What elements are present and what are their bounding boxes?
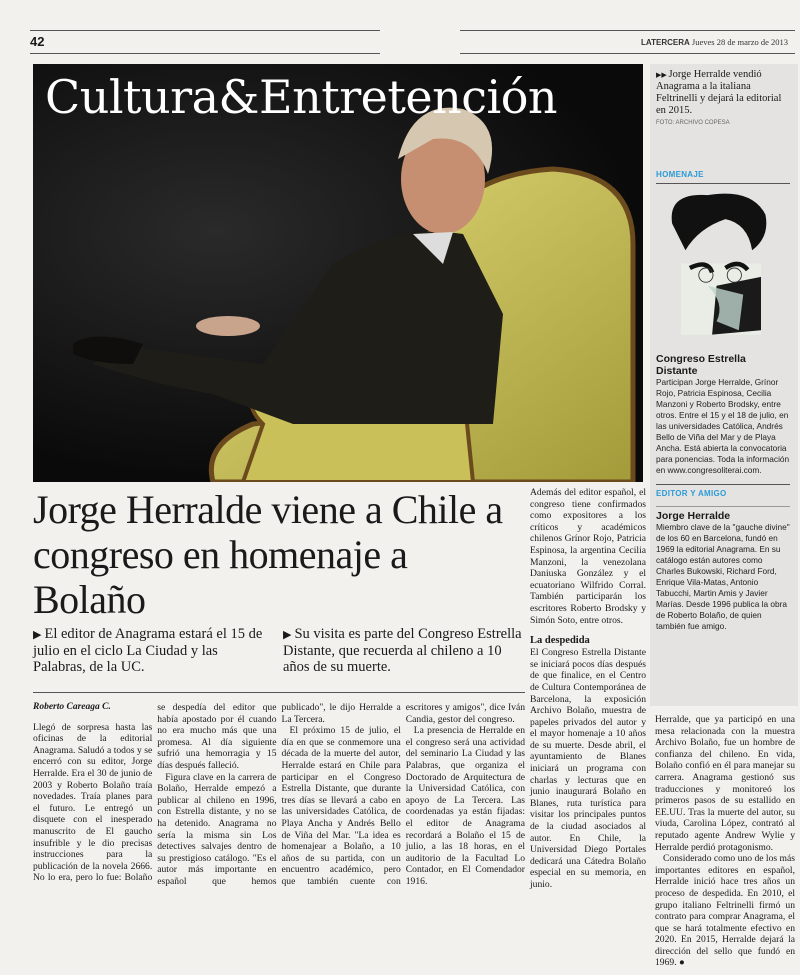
- paragraph: Considerado como uno de los más importantes editores en español, Herralde inició hace tres años un proceso de despedida. En 2010, el grupo italiano Feltrinelli firmó un contrato para comprar Anagrama, el que se hará totalmente efectivo en 2020. En 2015, Herralde dejará la dirección del sello que fundó en 1969. ●: [655, 853, 795, 969]
- box-text: Participan Jorge Herralde, Grínor Rojo, Patricia Espinosa, Cecilia Manzoni y Roberto Brodsky, entre otros. Entre el 15 y el 18 de julio, en las universidades Católica, Andrés Bello de Viña del Mar y de Playa Ancha. Está abierta la convocatoria para ponencias. Toda la información en www.congresoliterai.com.: [656, 377, 790, 475]
- article-body: [33, 702, 525, 888]
- paragraph: La presencia de Herralde en el congreso será una actividad del seminario La Ciudad y las Palabras, que organiza el Doctorado de Arquitectura de la Universidad Católica, con apoyo de La Tercera. Las coordenadas ya están fijadas: el editor de Anagrama recordará a Bolaño el 15 de julio, a las 18 horas, en el auditorio de la Facultad Lo Contador, en El Comendador 1916.: [405, 725, 525, 887]
- bolano-illustration: [656, 188, 786, 348]
- section-title: Cultura&Entretención: [45, 70, 558, 124]
- kicker-homenaje: HOMENAJE: [656, 170, 704, 179]
- paragraph: Además del editor español, el congreso tiene confirmados como expositores a los críticos y académicos chilenos Grínor Rojo, Patricia Espinosa, la argentina Cecilia Manzoni, la venezolana Daniuska González y el ecuatoriano Wilfrido Corral. También participarán los escritores Roberto Brodsky y Simón Soto, entre otros.: [530, 487, 646, 626]
- article-body-last-column: [655, 714, 795, 969]
- photo-caption: Jorge Herralde vendió Anagrama a la italiana Feltrinelli y dejará la editorial en 2015.: [656, 69, 782, 116]
- divider: [30, 30, 380, 31]
- page-number: 42: [30, 34, 45, 49]
- photo-credit: FOTO: ARCHIVO COPESA: [656, 120, 730, 126]
- kicker-editor-y-amigo: EDITOR Y AMIGO: [656, 489, 727, 498]
- photo-portrait-armchair: [33, 64, 643, 482]
- paragraph: El próximo 15 de julio, el día en que se conmemore una década de la muerte del autor, Herralde estará en Chile para participar en el Congreso Estrella Distante, que durante tres días se llevará a cabo en las universidades Católica, de Playa Ancha y Andrés Bello de Viña del Mar. "La idea es homenajear a Bolaño, a 10 años de su partida, con un encuentro académico, pero que también cuente con escritores y amigos", dice Iván Candia, gestor del congreso.: [281, 702, 525, 887]
- summary-bullet: ▶ El editor de Anagrama estará el 15 de julio en el ciclo La Ciudad y las Palabras, de la UC.: [33, 626, 263, 675]
- box-title: Jorge Herralde: [656, 510, 731, 522]
- lead-photo: [33, 64, 643, 482]
- subhead: La despedida: [530, 635, 590, 647]
- divider: [460, 30, 795, 31]
- box-text: Miembro clave de la "gauche divine" de los 60 en Barcelona, fundó en 1969 la editorial Anagrama. En su catálogo están autores como Charles Bukowski, Richard Ford, Enrique Vila-Matas, Antonio Tabucchi, Martin Amis y Javier Marías. Desde 1996 publica la obra de Roberto Bolaño, de quien también fue amigo.: [656, 522, 790, 631]
- box-title: Congreso Estrella Distante: [656, 353, 746, 377]
- paragraph: El Congreso Estrella Distante se iniciará pocos días después de que finalice, en el Centro de Cultura Contemporánea de Barcelona, la exposición Archivo Bolaño, muestra de papeles privados del autor y el mayor homenaje a 10 años de su muerte. Desde abril, el ayuntamiento de Blanes iniciará un programa con charlas y lecturas que en junio inaugurará Bolaño en Blanes, ruta turística para visitar los principales puntos de la ciudad asociados al autor. En Chile, la Universidad Diego Portales dedicará una Cátedra Bolaño especial en su memoria, en junio.: [530, 647, 646, 890]
- divider: [30, 53, 380, 54]
- paragraph: Llegó de sorpresa hasta las oficinas de la editorial Anagrama. Saludó a todos y se encerró con su editor, Jorge Herralde. Era el 30 de junio de 2003 y Roberto Bolaño traía novedades. Traía planes para el futuro. Le entregó un disquete con el inesperado manuscrito de El gaucho insufrible y le dio precisas instrucciones para la publicación de la novela 2666. No lo era, pero lo fue: Bolaño se despedía del editor que había apostado por él cuando no era mucho más que una promesa. Al día siguiente sufrió una hemorragia y 15 días después falleció.: [33, 702, 277, 884]
- byline: Roberto Careaga C.: [33, 702, 111, 712]
- divider: [656, 183, 790, 184]
- sidebar: [650, 64, 798, 706]
- summary-bullet: ▶ Su visita es parte del Congreso Estrella Distante, que recuerda al chileno a 10 años de su muerte.: [283, 626, 522, 675]
- divider: [656, 506, 790, 507]
- divider: [460, 53, 795, 54]
- paragraph: Figura clave en la carrera de Bolaño, Herralde empezó a publicar al chileno en 1996, con Estrella distante, y no se ha detenido. Anagrama no sería la misma sin Los detectives salvajes dentro de su prestigioso catálogo. "Es el autor más importante en español que hemos publicado", le dijo Herralde a La Tercera.: [157, 702, 401, 887]
- divider: [656, 484, 790, 485]
- divider: [33, 692, 525, 693]
- paragraph: Herralde, que ya participó en una mesa relacionada con la muestra Archivo Bolaño, fue un hombre de confianza del chileno. En vida, Bolaño confió en él para manejar su carrera. Anagrama gestionó sus traducciones y monitoreó los primeros pasos de su estallido en EE.UU. Tras la muerte del autor, su viuda, Carolina López, contrató al reputado agente Andrew Wylie y Herralde perdió protagonismo.: [655, 714, 795, 853]
- photo-caption-box: ▶▶ Jorge Herralde vendió Anagrama a la italiana Feltrinelli y dejará la editorial en 2015. FOTO: ARCHIVO COPESA: [650, 64, 798, 131]
- headline: Jorge Herralde viene a Chile a congreso en homenaje a Bolaño: [33, 487, 503, 622]
- article-body-continued: [530, 487, 646, 891]
- dateline: LATERCERA Jueves 28 de marzo de 2013: [641, 37, 788, 47]
